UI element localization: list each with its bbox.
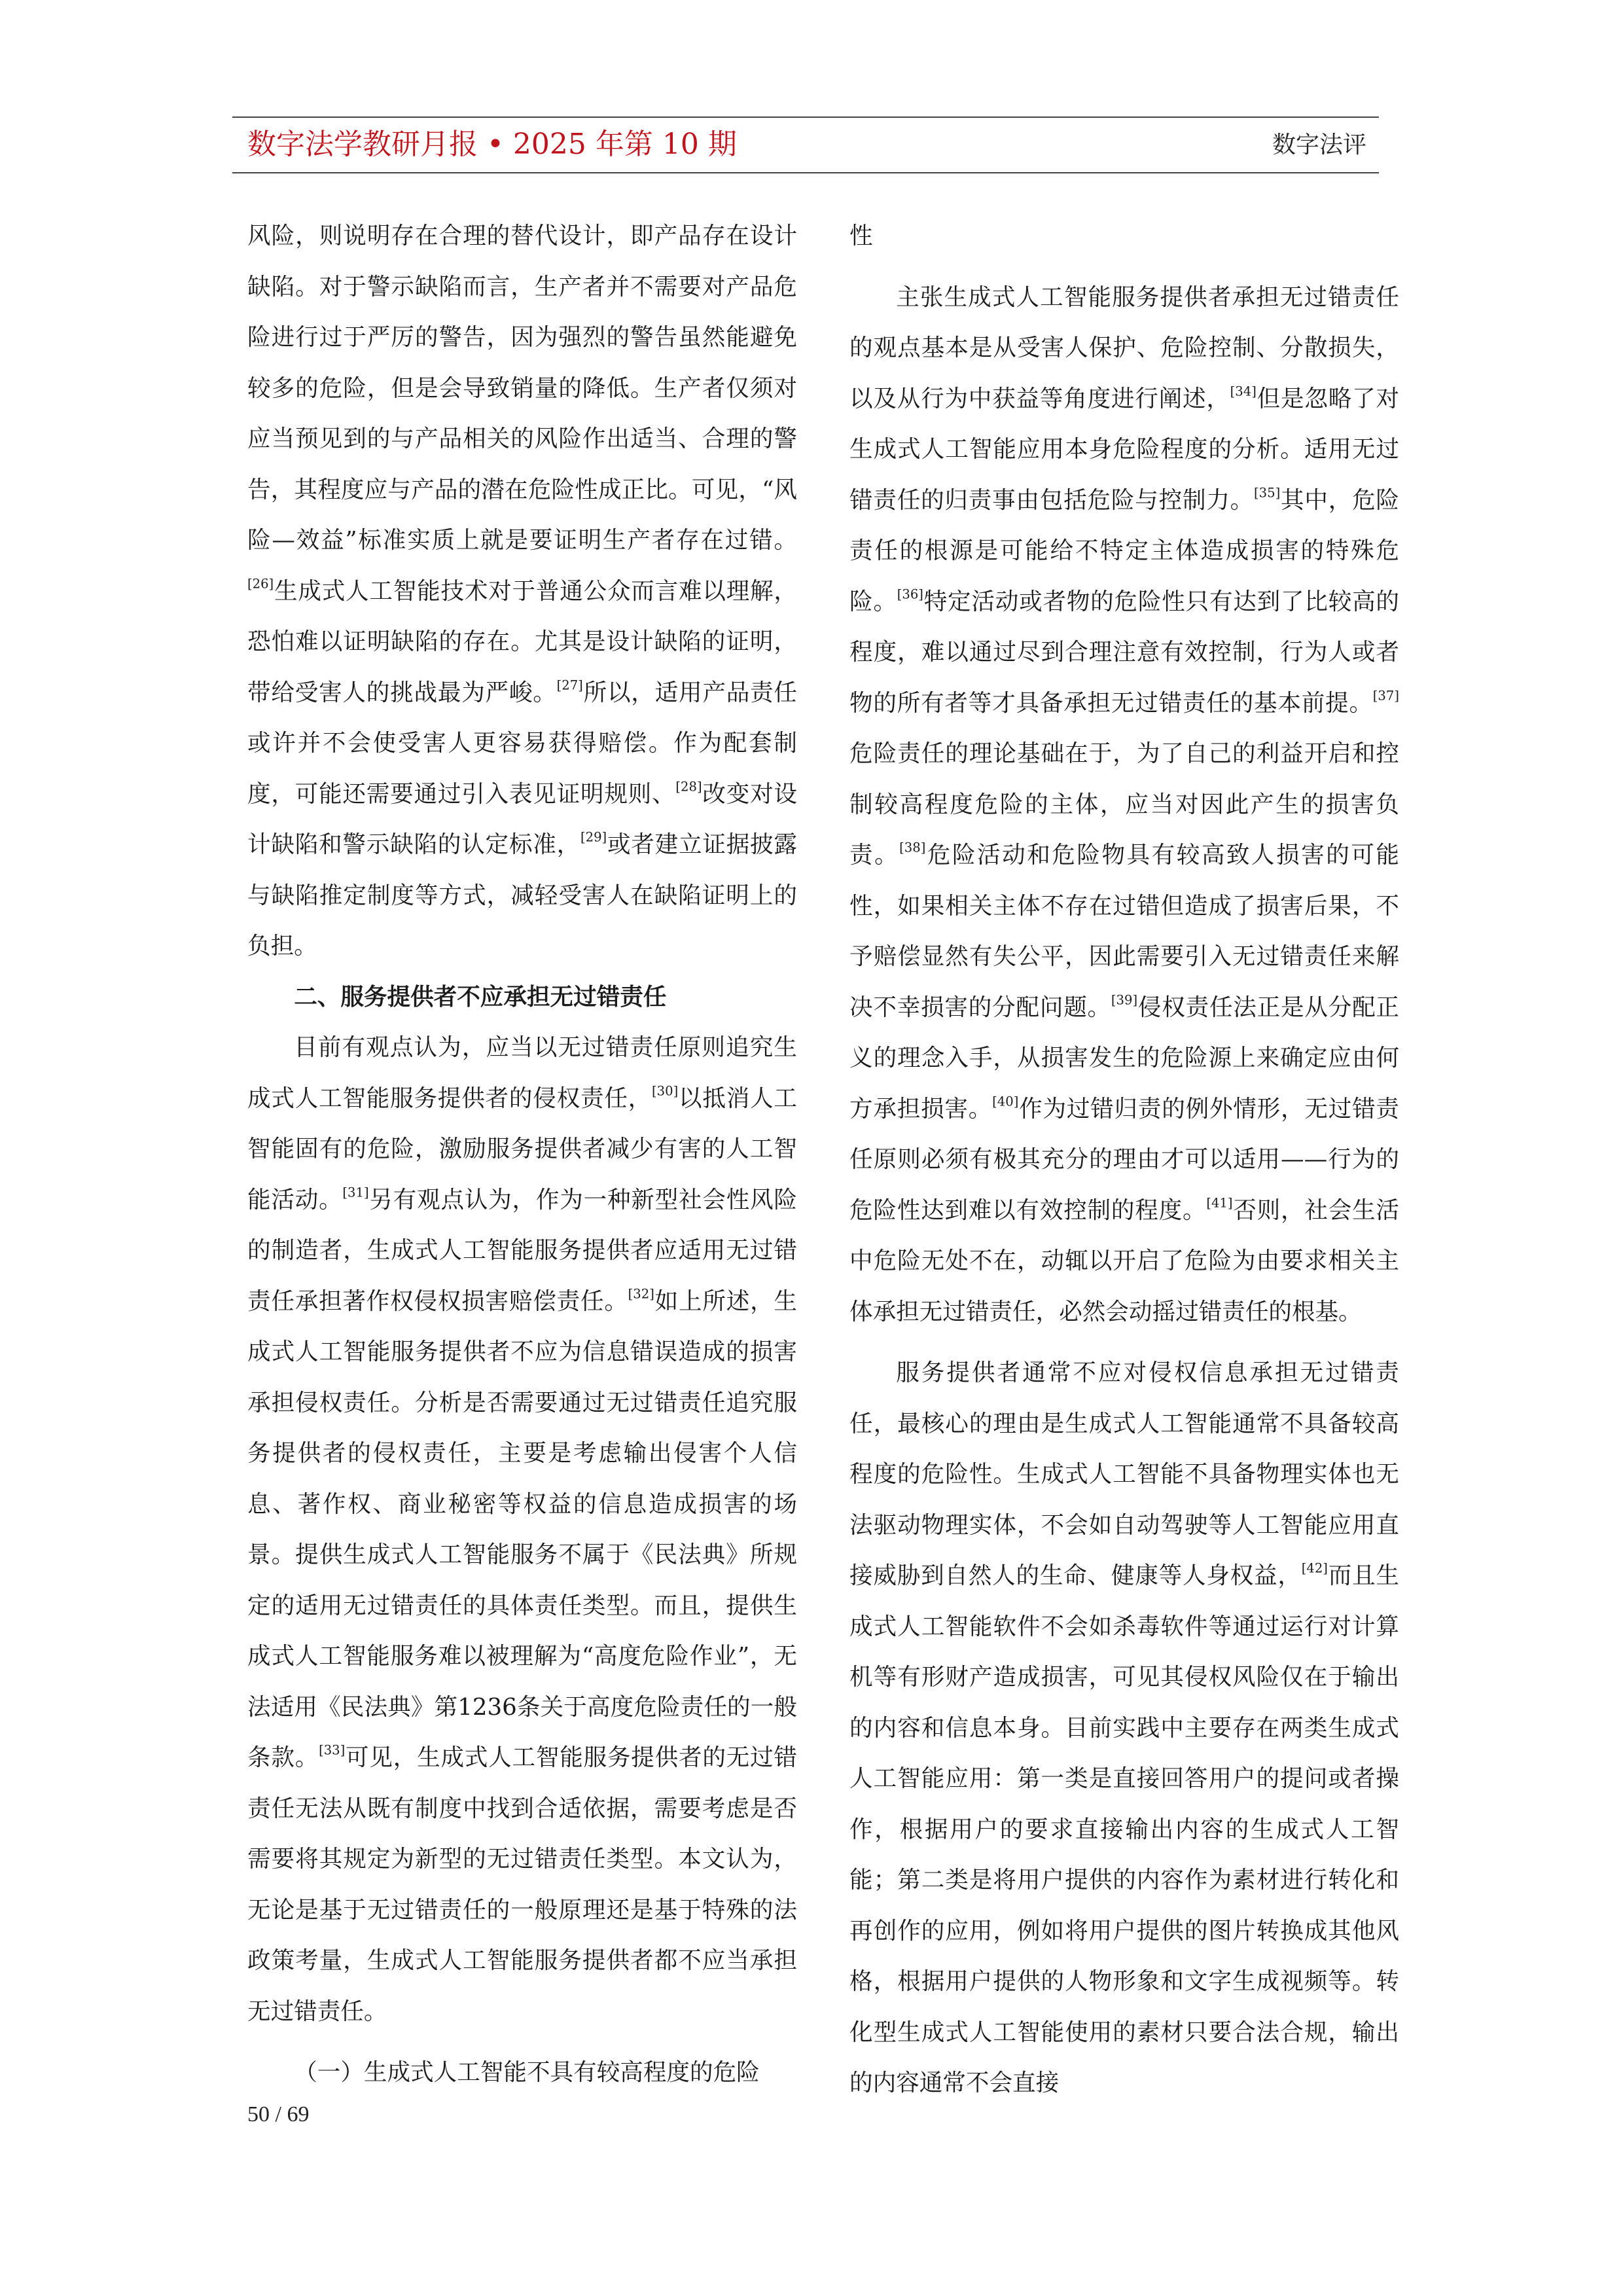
paragraph <box>849 1348 1399 2109</box>
header-bottom-rule <box>232 172 1379 173</box>
journal-title: 数字法学教研月报 • 2025 年第 10 期 <box>247 128 737 161</box>
footnote-ref: [32] <box>628 1285 654 1301</box>
text-run: （一）生成式人工智能不具有较高程度的危险 <box>294 2059 760 2086</box>
right-text-column <box>849 211 1399 2109</box>
footnote-ref: [37] <box>1372 687 1399 703</box>
text-run: 目前有观点认为，应当以无过错责任原则追究生成式人工智能服务提供者的侵权责任， <box>247 1034 797 1112</box>
footnote-ref: [38] <box>899 840 926 855</box>
text-run: 否则，社会生活中危险无处不在，动辄以开启了危险为由要求相关主体承担无过错责任，必然会动摇过错责任的根基。 <box>849 1196 1400 1325</box>
text-run: 另有观点认为，作为一种新型社会性风险的制造者，生成式人工智能服务提供者应适用无过错责任承担著作权侵权损害赔偿责任。 <box>247 1186 798 1315</box>
text-run: 可见，生成式人工智能服务提供者的无过错责任无法从既有制度中找到合适依据，需要考虑是否需要将其规定为新型的无过错责任类型。本文认为，无论是基于无过错责任的一般原理还是基于特殊的法政策考量，生成式人工智能服务提供者都不应当承担无过错责任。 <box>247 1744 798 2025</box>
footnote-ref: [35] <box>1254 484 1281 500</box>
text-run: 风险，则说明存在合理的替代设计，即产品存在设计缺陷。对于警示缺陷而言，生产者并不需要对产品危险进行过于严厉的警告，因为强烈的警告虽然能避免较多的危险，但是会导致销量的降低。生产者仅须对应当预见到的与产品相关的风险作出适当、合理的警告，其程度应与产品的潜在危险性成正比。可见，“风险—效益”标准实质上就是要证明生产者存在过错。 <box>247 223 797 554</box>
footnote-ref: [34] <box>1230 383 1257 399</box>
text-run: 作为过错归责的例外情形，无过错责任原则必须有极其充分的理由才可以适用——行为的危险性达到难以有效控制的程度。 <box>849 1095 1400 1224</box>
text-run: 危险活动和危险物具有较高致人损害的可能性，如果相关主体不存在过错但造成了损害后果，不予赔偿显然有失公平，因此需要引入无过错责任来解决不幸损害的分配问题。 <box>849 842 1399 1021</box>
section-heading <box>247 972 797 1023</box>
footnote-ref: [31] <box>342 1184 369 1200</box>
paragraph <box>849 272 1399 1338</box>
paragraph <box>247 2047 797 2098</box>
header-top-rule <box>232 117 1379 118</box>
footnote-ref: [40] <box>992 1093 1019 1109</box>
page-number: 50 / 69 <box>247 2102 310 2126</box>
footnote-ref: [28] <box>675 778 702 794</box>
text-run: 侵权责任法正是从分配正义的理念入手，从损害发生的危险源上来确定应由何方承担损害。 <box>849 994 1400 1122</box>
text-run: 二、服务提供者不应承担无过错责任 <box>294 983 667 1011</box>
text-run: 性 <box>849 223 873 249</box>
text-run: 或者建立证据披露与缺陷推定制度等方式，减轻受害人在缺陷证明上的负担。 <box>247 831 798 960</box>
footnote-ref: [29] <box>580 829 607 845</box>
footnote-ref: [42] <box>1301 1560 1328 1576</box>
text-run: 服务提供者通常不应对侵权信息承担无过错责任，最核心的理由是生成式人工智能通常不具备较高程度的危险性。生成式人工智能不具备物理实体也无法驱动物理实体，不会如自动驾驶等人工智能应用直接威胁到自然人的生命、健康等人身权益， <box>849 1359 1399 1589</box>
footnote-ref: [36] <box>897 586 923 601</box>
text-run: 如上所述，生成式人工智能服务提供者不应为信息错误造成的损害承担侵权责任。分析是否需要通过无过错责任追究服务提供者的侵权责任，主要是考虑输出侵害个人信息、著作权、商业秘密等权益的信息造成损害的场景。提供生成式人工智能服务不属于《民法典》所规定的适用无过错责任的具体责任类型。而且，提供生成式人工智能服务难以被理解为“高度危险作业”，无法适用《民法典》第1236条关于高度危险责任的一般条款。 <box>247 1287 798 1771</box>
section-title: 数字法评 <box>1272 132 1366 158</box>
paragraph <box>247 1022 797 2037</box>
footnote-ref: [41] <box>1206 1194 1233 1210</box>
footnote-ref: [39] <box>1111 992 1138 1007</box>
text-run: 生成式人工智能技术对于普通公众而言难以理解，恐怕难以证明缺陷的存在。尤其是设计缺陷的证明，带给受害人的挑战最为严峻。 <box>247 577 797 706</box>
text-run: 但是忽略了对生成式人工智能应用本身危险程度的分析。适用无过错责任的归责事由包括危险与控制力。 <box>849 385 1400 514</box>
text-run: 所以，适用产品责任或许并不会使受害人更容易获得赔偿。作为配套制度，可能还需要通过引入表见证明规则、 <box>247 679 798 808</box>
paragraph <box>247 211 797 972</box>
left-text-column <box>247 211 797 2098</box>
paragraph <box>849 211 1399 262</box>
text-run: 危险责任的理论基础在于，为了自己的利益开启和控制较高程度危险的主体，应当对因此产生的损害负责。 <box>849 740 1399 869</box>
text-run: 改变对设计缺陷和警示缺陷的认定标准， <box>247 780 798 858</box>
footnote-ref: [30] <box>652 1083 679 1098</box>
text-run: 以抵消人工智能固有的危险，激励服务提供者减少有害的人工智能活动。 <box>247 1085 798 1213</box>
text-run: 其中，危险责任的根源是可能给不特定主体造成损害的特殊危险。 <box>849 486 1400 615</box>
footnote-ref: [27] <box>556 677 583 692</box>
footnote-ref: [26] <box>247 575 274 591</box>
text-run: 特定活动或者物的危险性只有达到了比较高的程度，难以通过尽到合理注意有效控制，行为人或者物的所有者等才具备承担无过错责任的基本前提。 <box>849 588 1400 717</box>
text-run: 而且生成式人工智能软件不会如杀毒软件等通过运行对计算机等有形财产造成损害，可见其侵权风险仅在于输出的内容和信息本身。目前实践中主要存在两类生成式人工智能应用：第一类是直接回答用户的提问或者操作，根据用户的要求直接输出内容的生成式人工智能；第二类是将用户提供的内容作为素材进行转化和再创作的应用，例如将用户提供的图片转换成其他风格，根据用户提供的人物形象和文字生成视频等。转化型生成式人工智能使用的素材只要合法合规，输出的内容通常不会直接 <box>849 1562 1400 2096</box>
footnote-ref: [33] <box>319 1742 346 1758</box>
text-run: 主张生成式人工智能服务提供者承担无过错责任的观点基本是从受害人保护、危险控制、分散损失，以及从行为中获益等角度进行阐述， <box>849 283 1399 412</box>
